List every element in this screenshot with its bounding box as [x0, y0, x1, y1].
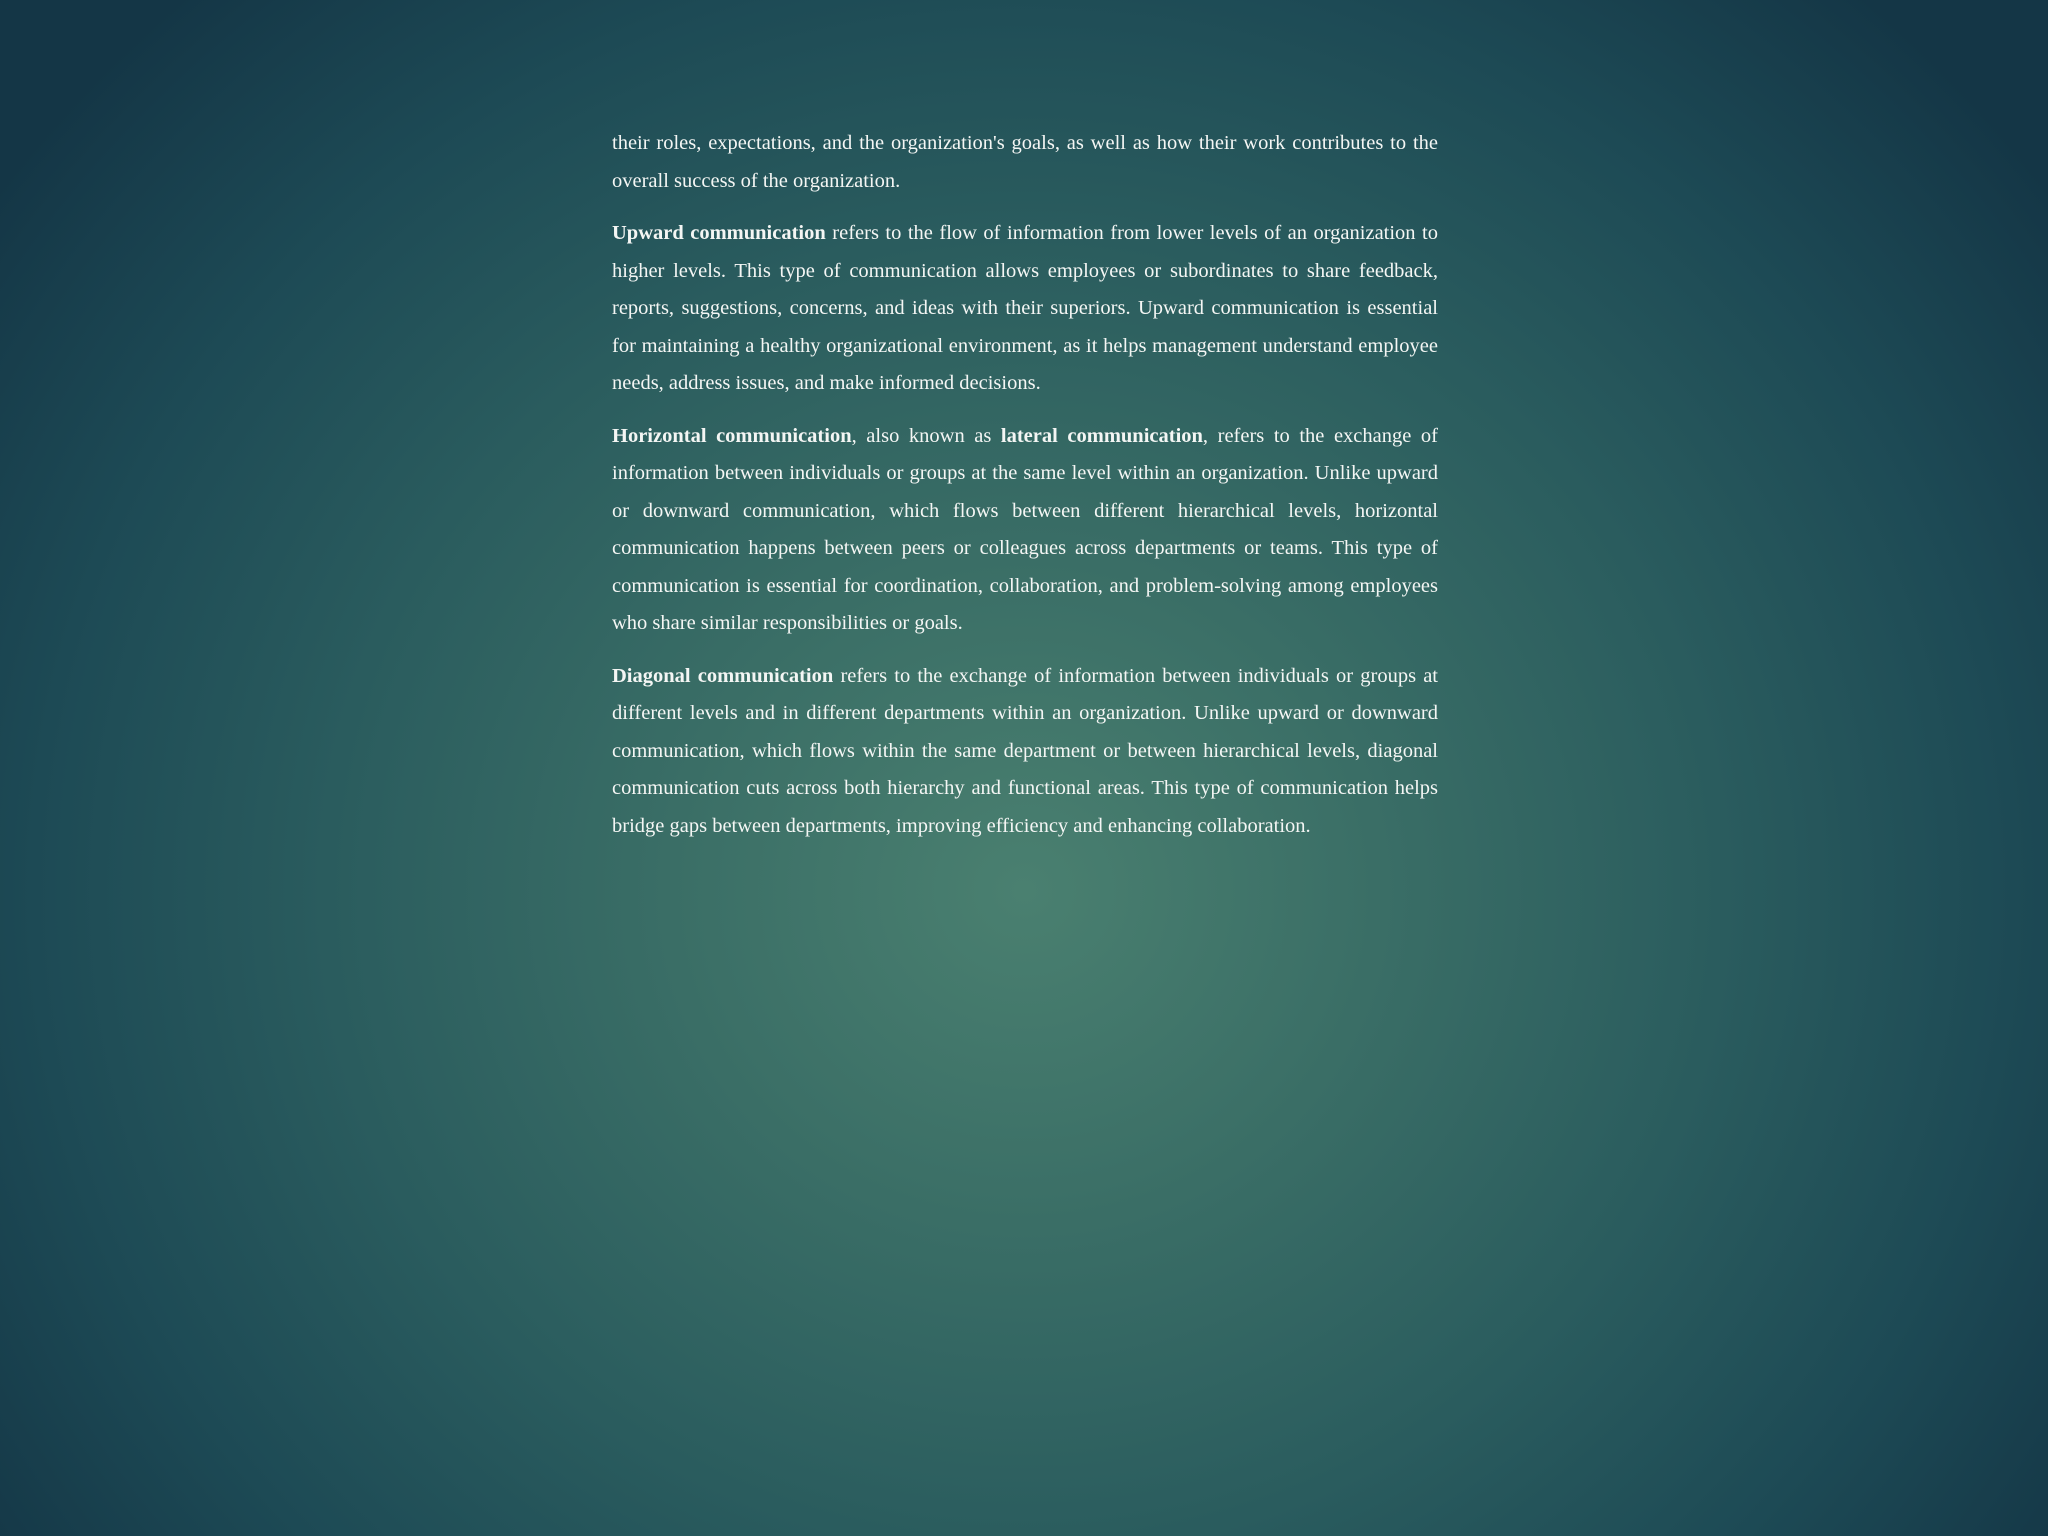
horizontal-communication-term: Horizontal communication [612, 424, 852, 447]
upward-communication-paragraph [612, 215, 1438, 403]
diagonal-communication-text: refers to the exchange of information between individuals or groups at different levels and in different departments within an organization. Unlike upward or downward communication, which flows within the same department or between hierarchical levels, diagonal communication cuts across both hierarchy and functional areas. This type of communication helps bridge gaps between departments, improving efficiency and enhancing collaboration. [612, 664, 1438, 837]
horizontal-communication-paragraph [612, 418, 1438, 643]
upward-communication-text: refers to the flow of information from lower levels of an organization to higher levels. This type of communication allows employees or subordinates to share feedback, reports, suggestions, concerns, and ideas with their superiors. Upward communication is essential for maintaining a healthy organizational environment, as it helps management understand employee needs, address issues, and make informed decisions. [612, 222, 1438, 394]
diagonal-communication-term: Diagonal communication [612, 664, 834, 687]
diagonal-communication-paragraph [612, 658, 1438, 846]
intro-continuation-paragraph: their roles, expectations, and the organization's goals, as well as how their work contributes to the overall success of the organization. [612, 132, 1438, 192]
lateral-communication-term: lateral communication [1000, 424, 1203, 447]
horizontal-communication-text-b: , refers to the exchange of information between individuals or groups at the same level within an organization. Unlike upward or downward communication, which flows between different hierarchical levels, horizontal communication happens between peers or colleagues across departments or teams. This type of communication is essential for coordination, collaboration, and problem-solving among employees who share similar responsibilities or goals. [612, 424, 1438, 634]
horizontal-communication-text-a: , also known as [851, 424, 1001, 447]
upward-communication-term: Upward communication [612, 222, 826, 244]
document-page [612, 125, 1438, 860]
